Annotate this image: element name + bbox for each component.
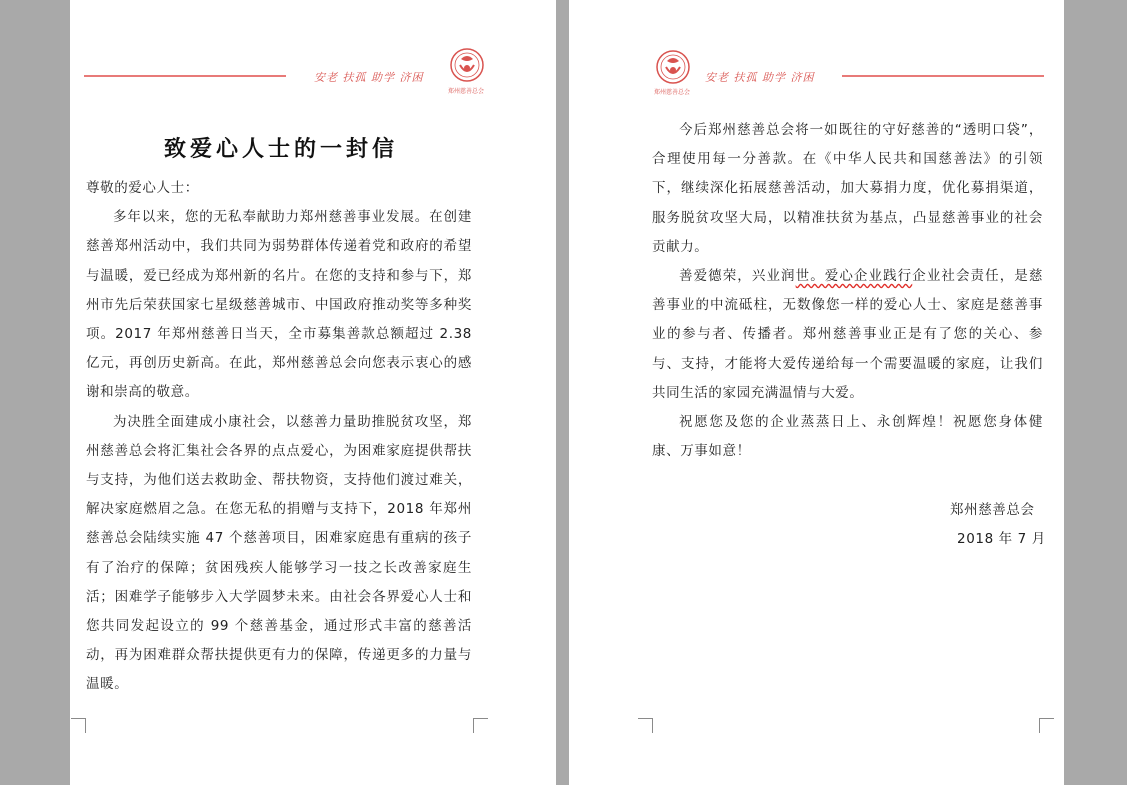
paragraph-text: 企业社会责任，是慈善事业的中流砥柱，无数像您一样的爱心人士、家庭是慈善事业的参与者、传播者。郑州慈善事业正是有了您的关心、参与、支持，才能将大爱传递给每一个需要温暖的家庭，让我们共同生活的家园充满温情与大爱。	[652, 268, 1043, 401]
margin-corner-mark	[71, 718, 86, 733]
margin-corner-mark	[1039, 718, 1054, 733]
paragraph: 为决胜全面建成小康社会，以慈善力量助推脱贫攻坚，郑州慈善总会将汇集社会各界的点点爱心，为困难家庭提供帮扶与支持，为他们送去救助金、帮扶物资，支持他们渡过难关，解决家庭燃眉之急。在您无私的捐赠与支持下，2018 年郑州慈善总会陆续实施 47 个慈善项目，困难家庭患有重病的孩子有了治疗的保障；贫困残疾人能够学习一技之长改善家庭生活；困难学子能够步入大学圆梦未来。由社会各界爱心人士和您共同发起设立的 99 个慈善基金，通过形式丰富的慈善活动，再为困难群众帮扶提供更有力的保障，传递更多的力量与温暖。	[86, 413, 472, 693]
header-slogan: 安老 扶孤 助学 济困	[705, 71, 815, 84]
margin-corner-mark	[473, 718, 488, 733]
paragraph: 祝愿您及您的企业蒸蒸日上、永创辉煌！祝愿您身体健康、万事如意！	[652, 414, 1043, 460]
letter-body-left	[86, 174, 472, 700]
margin-corner-mark	[638, 718, 653, 733]
signature: 郑州慈善总会	[950, 502, 1035, 518]
page-1	[70, 0, 556, 785]
paragraph: 今后郑州慈善总会将一如既往的守好慈善的“透明口袋”，合理使用每一分善款。在《中华人民共和国慈善法》的引领下，继续深化拓展慈善活动，加大募捐力度，优化募捐渠道，服务脱贫攻坚大局，以精准扶贫为基点，凸显慈善事业的社会贡献力。	[652, 122, 1043, 255]
header-rule	[84, 75, 286, 77]
paragraph	[652, 262, 1043, 408]
spellcheck-marked-text[interactable]: 世。爱心企业践行	[795, 268, 913, 285]
logo-caption: 郑州慈善总会	[448, 88, 485, 95]
logo-caption: 郑州慈善总会	[654, 89, 691, 96]
page-2	[569, 0, 1064, 785]
header-slogan: 安老 扶孤 助学 济困	[314, 71, 424, 84]
header-rule	[842, 75, 1044, 77]
letter-date: 2018 年 7 月	[957, 531, 1046, 547]
paragraph-text: 善爱德荣，兴业润	[679, 268, 796, 285]
salutation: 尊敬的爱心人士：	[86, 180, 199, 196]
letter-title: 致爱心人士的一封信	[164, 136, 399, 162]
paragraph: 多年以来，您的无私奉献助力郑州慈善事业发展。在创建慈善郑州活动中，我们共同为弱势群体传递着党和政府的希望与温暖，爱已经成为郑州新的名片。在您的支持和参与下，郑州市先后荣获国家七星级慈善城市、中国政府推动奖等多种奖项。2017 年郑州慈善日当天，全市募集善款总额超过 2.38 亿元，再创历史新高。在此，郑州慈善总会向您表示衷心的感谢和崇高的敬意。	[86, 209, 472, 401]
letter-body-right	[652, 116, 1043, 466]
